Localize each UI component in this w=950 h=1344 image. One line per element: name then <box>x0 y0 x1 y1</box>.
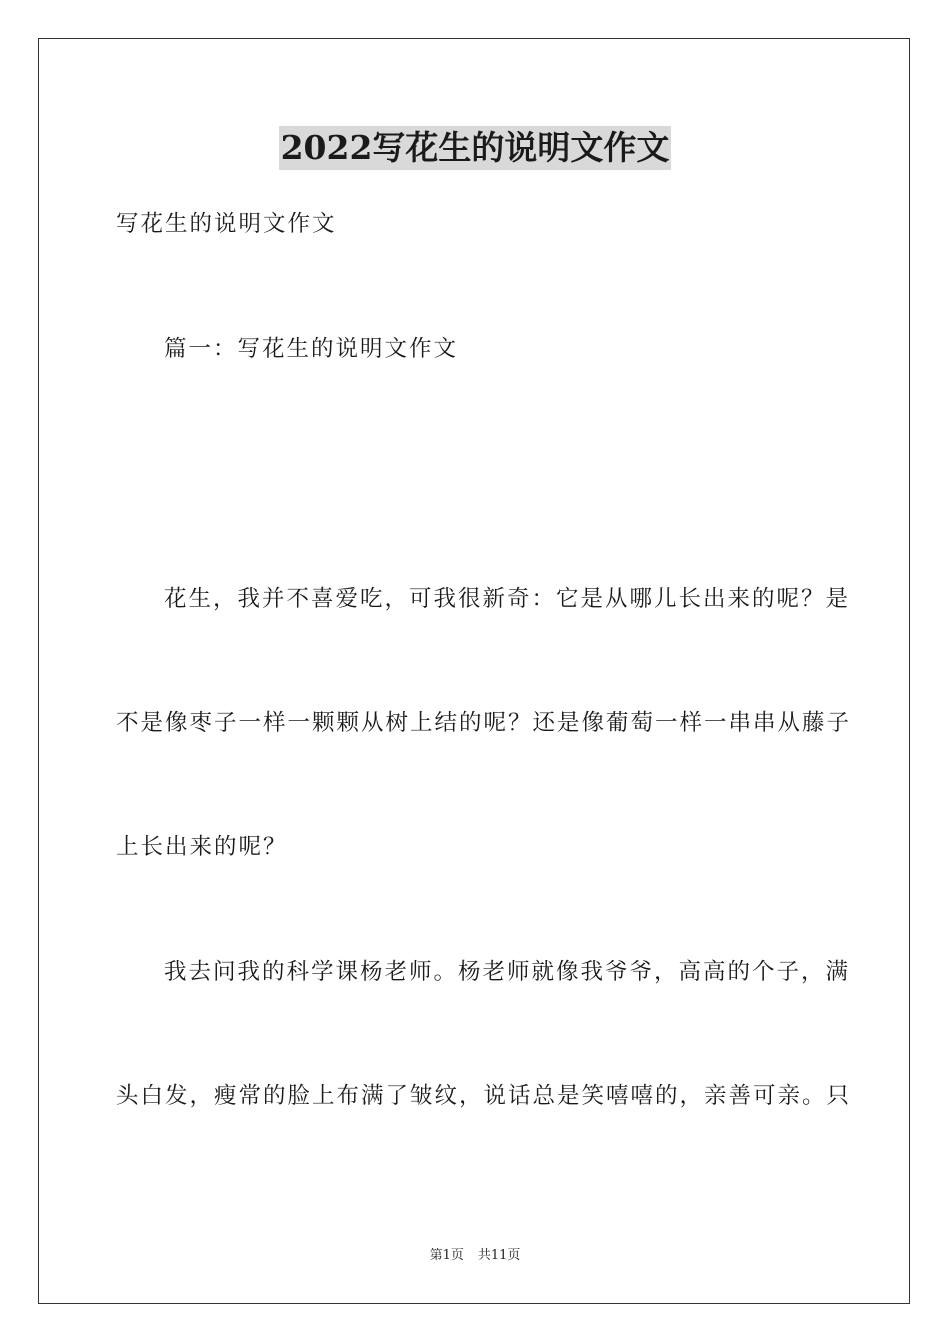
paragraph-line: 上长出来的呢？ <box>116 834 288 860</box>
paragraph-line: 不是像枣子一样一颗颗从树上结的呢？还是像葡萄一样一串串从藤子 <box>116 710 852 736</box>
page-number: 第1页 <box>429 1248 464 1263</box>
document-title: 2022写花生的说明文作文 <box>279 126 672 170</box>
title-container <box>0 126 950 170</box>
page-footer <box>0 1247 950 1265</box>
paragraph-line: 头白发，瘦常的脸上布满了皱纹，说话总是笑嘻嘻的，亲善可亲。只 <box>116 1083 852 1109</box>
page-total: 共11页 <box>477 1248 521 1263</box>
document-subtitle: 写花生的说明文作文 <box>116 211 337 237</box>
paragraph-line: 我去问我的科学课杨老师。杨老师就像我爷爷，高高的个子，满 <box>164 959 851 985</box>
paragraph-line: 花生，我并不喜爱吃，可我很新奇：它是从哪儿长出来的呢？是 <box>164 586 851 612</box>
section-heading: 篇一：写花生的说明文作文 <box>164 336 459 362</box>
